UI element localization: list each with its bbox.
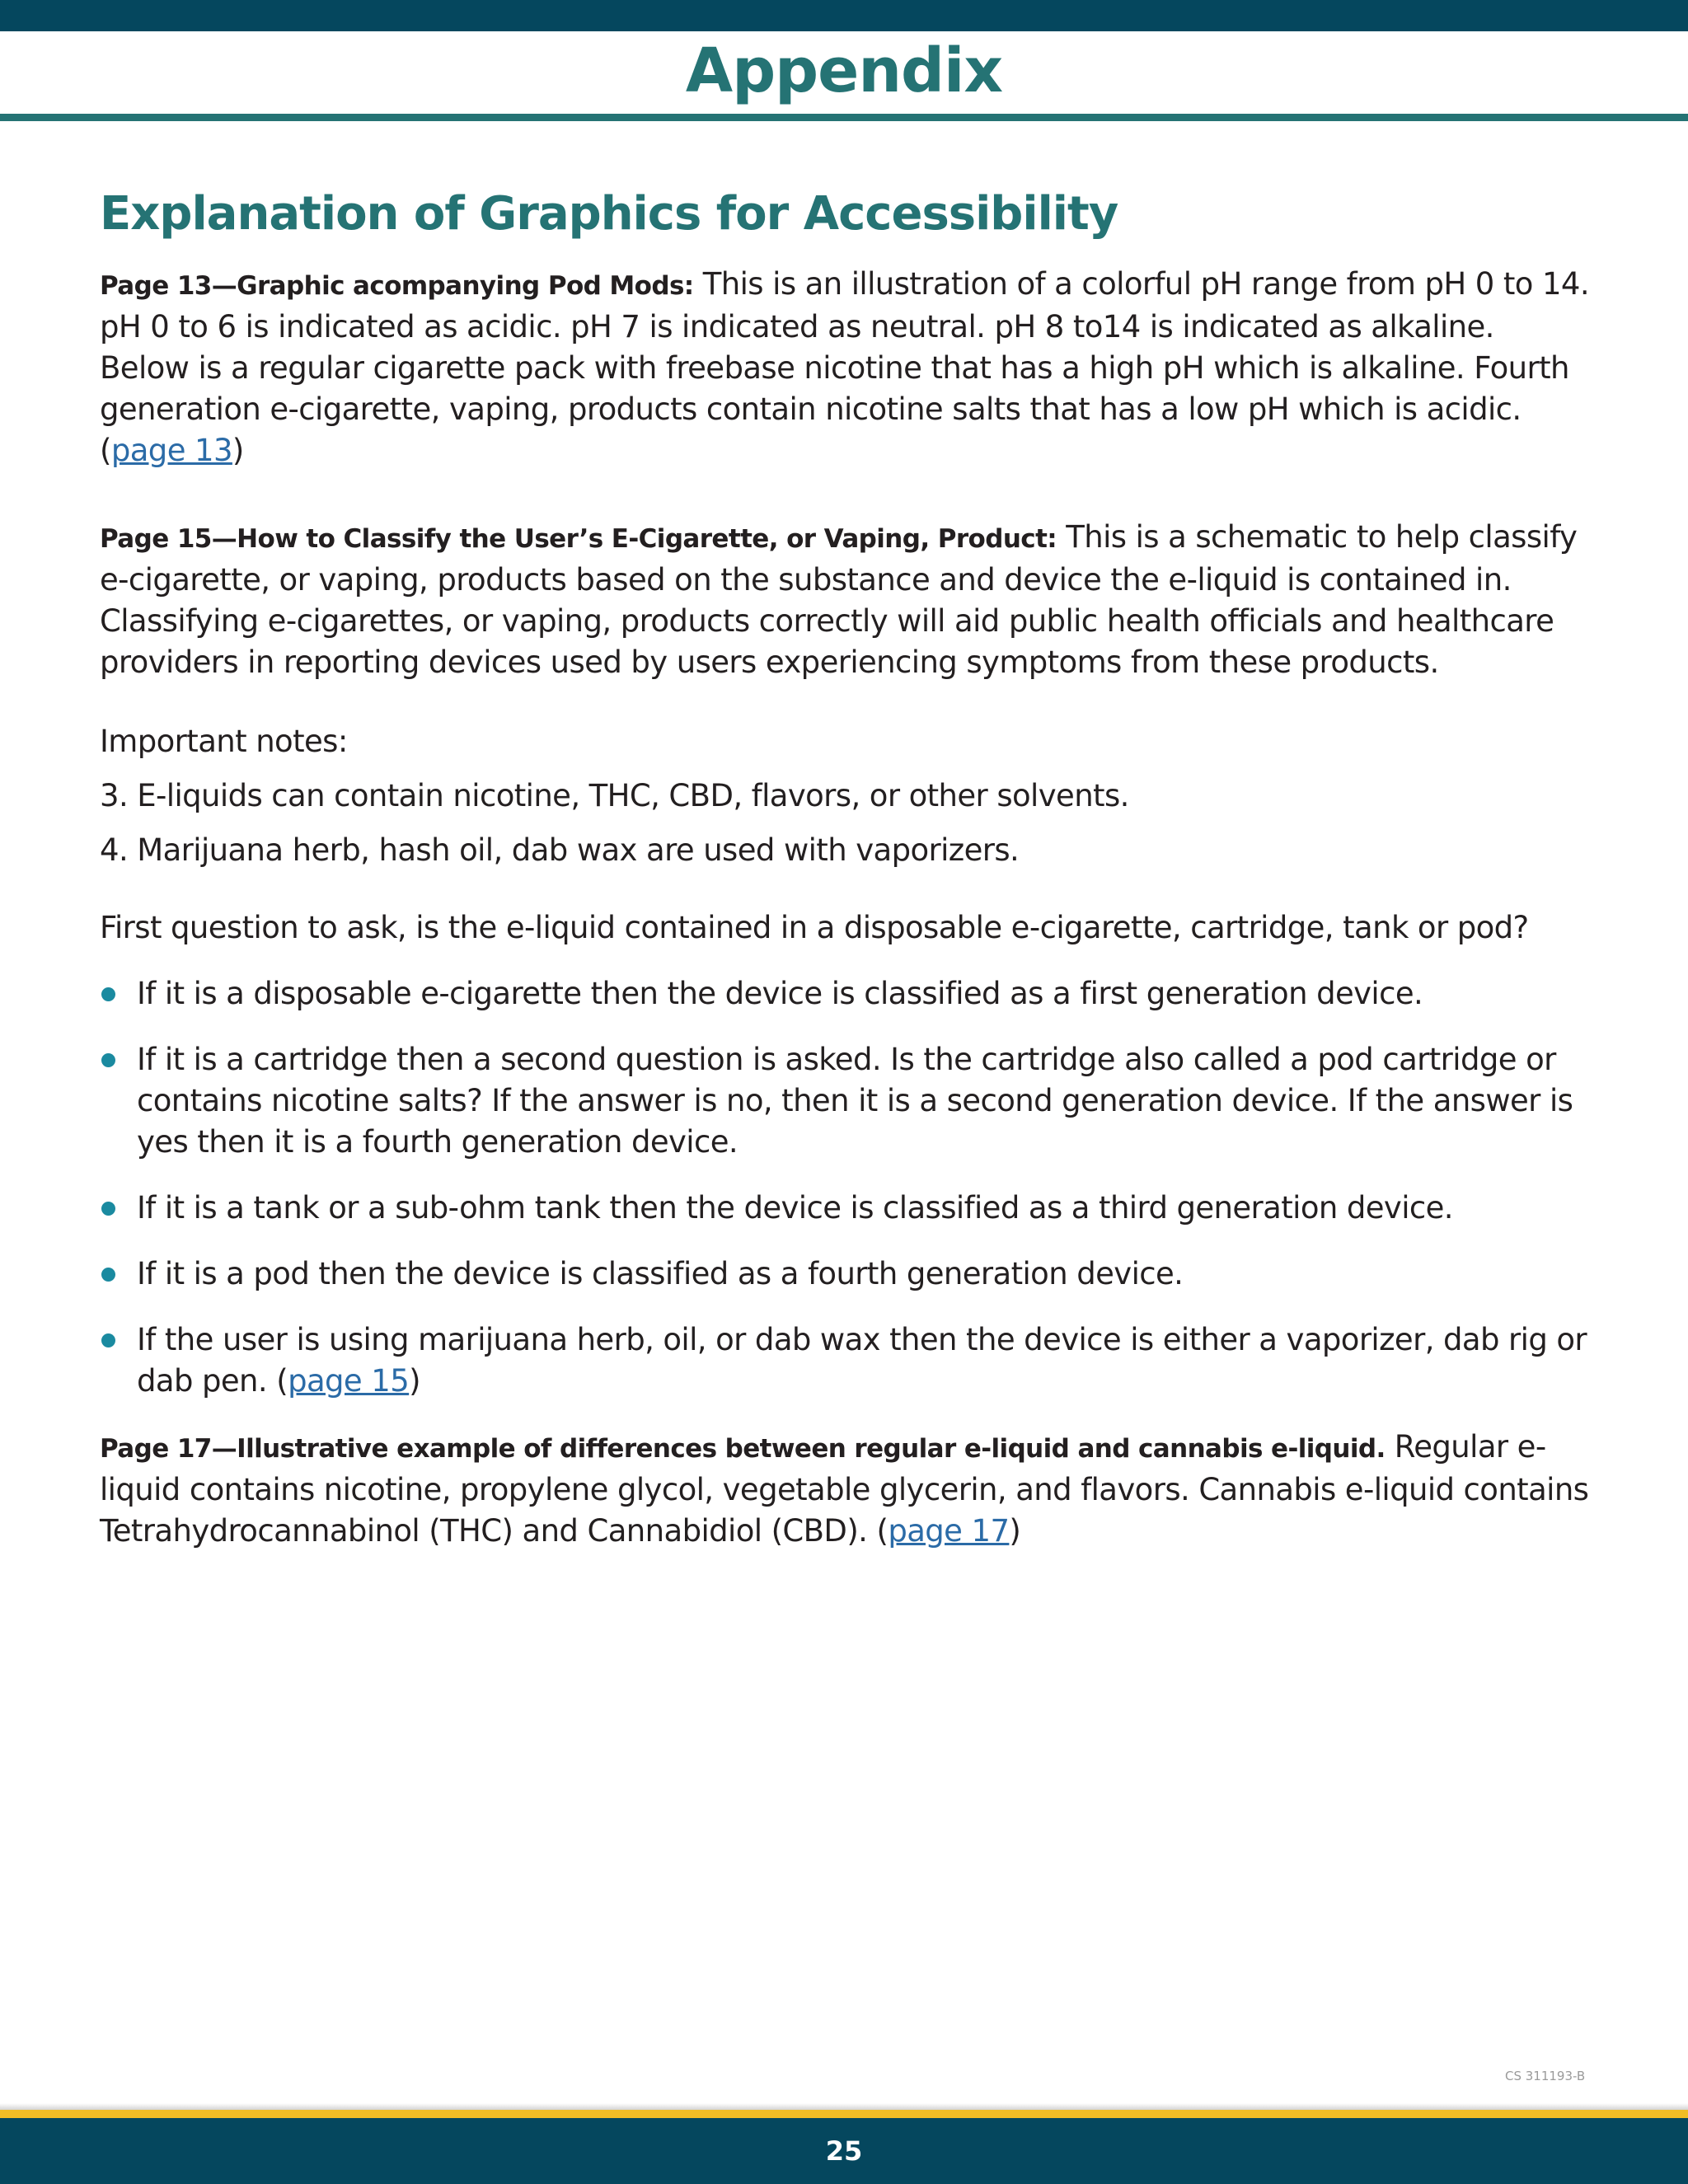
page17-link[interactable]: page 17 (888, 1513, 1010, 1549)
list-item (100, 1254, 1592, 1295)
bullet-icon (101, 1268, 115, 1282)
list-item-text: If the user is using marijuana herb, oil, or dab wax then the device is either a vaporizer, dab rig or dab pen. ( (137, 1322, 1587, 1399)
classification-list (100, 973, 1592, 1402)
page13-paragraph (100, 264, 1592, 471)
list-item-text: If it is a pod then the device is classified as a fourth generation device. (137, 1256, 1184, 1291)
list-item (100, 973, 1592, 1015)
bullet-icon (101, 1333, 115, 1347)
list-item-text: If it is a tank or a sub-ohm tank then the device is classified as a third generation device. (137, 1190, 1453, 1226)
page13-text: This is an illustration of a colorful pH range from pH 0 to 14. pH 0 to 6 is indicated as acidic. pH 7 is indicated as neutral. pH 8 to14 is indicated as alkaline. Below is a regular cigarette pack with freebase nicotine that has a high pH which is alkaline. Fourth generation e-cigarette, vaping, products contain nicotine salts that has a low pH which is acidic. ( (100, 266, 1590, 468)
list-item (100, 1319, 1592, 1402)
page15-paragraph (100, 517, 1592, 683)
page-number: 25 (825, 2135, 863, 2167)
note-item: 3. E-liquids can contain nicotine, THC, CBD, flavors, or other solvents. (100, 778, 1129, 813)
page15-close: ) (409, 1363, 420, 1399)
document-code: CS 311193-B (1505, 2069, 1586, 2083)
list-item (100, 1039, 1592, 1163)
page15-lead: Page 15—How to Classify the User’s E-Cigarette, or Vaping, Product: (100, 524, 1057, 554)
main-content (100, 183, 1592, 1552)
page13-lead: Page 13—Graphic acompanying Pod Mods: (100, 271, 694, 301)
page13-link[interactable]: page 13 (110, 433, 232, 468)
section-heading: Explanation of Graphics for Accessibility (100, 187, 1118, 241)
header-rule (0, 114, 1688, 121)
top-band (0, 0, 1688, 31)
bullet-icon (101, 1053, 115, 1067)
page15-text: This is a schematic to help classify e-cigarette, or vaping, products based on the substance and device the e-liquid is contained in. Classifying e-cigarettes, or vaping, products correctly will aid public health officials and healthcare providers in reporting devices used by users experiencing symptoms from these products. (100, 519, 1578, 680)
bullet-icon (101, 987, 115, 1001)
page13-close: ) (232, 433, 244, 468)
page17-paragraph (100, 1427, 1592, 1552)
footer-shadow (0, 2103, 1688, 2110)
list-item-text: If it is a cartridge then a second question is asked. Is the cartridge also called a pod cartridge or contains nicotine salts? If the answer is no, then it is a second generation device. If the answer is yes then it is a fourth generation device. (137, 1042, 1573, 1160)
page17-lead: Page 17—Illustrative example of differences between regular e-liquid and cannabis e-liquid. (100, 1434, 1386, 1464)
note-item: 4. Marijuana herb, hash oil, dab wax are used with vaporizers. (100, 832, 1020, 868)
bullet-icon (101, 1202, 115, 1216)
list-item (100, 1188, 1592, 1229)
page17-close: ) (1009, 1513, 1021, 1549)
footer-gold-stripe (0, 2110, 1688, 2118)
page17-text: Regular e-liquid contains nicotine, propylene glycol, vegetable glycerin, and flavors. Cannabis e-liquid contains Tetrahydrocannabinol (THC) and Cannabidiol (CBD). ( (100, 1429, 1589, 1549)
page-title: Appendix (685, 35, 1003, 106)
list-item-text: If it is a disposable e-cigarette then the device is classified as a first generation device. (137, 976, 1423, 1011)
important-notes-label: Important notes: (100, 724, 348, 759)
page15-link[interactable]: page 15 (288, 1363, 410, 1399)
first-question: First question to ask, is the e-liquid contained in a disposable e-cigarette, cartridge, tank or pod? (100, 910, 1529, 945)
